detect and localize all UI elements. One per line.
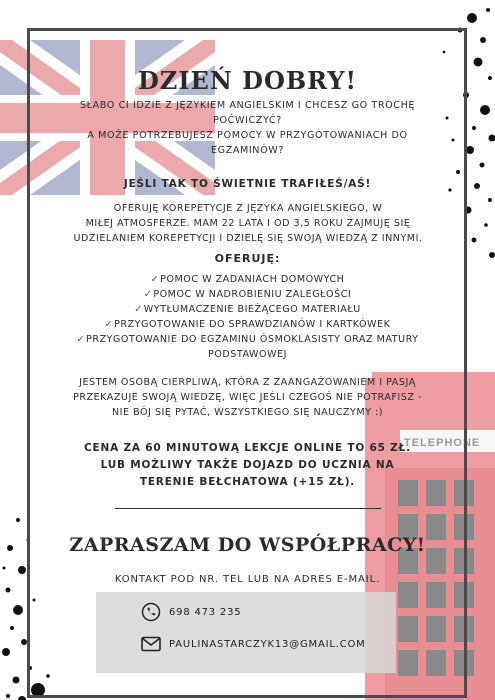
price-text [40,440,455,491]
list-item-text: POMOC W ZADANIACH DOMOWYCH [160,274,345,285]
intro-line: POĆWICZYĆ? [213,115,282,126]
check-icon: ✓ [134,304,143,315]
mail-icon [141,636,161,652]
intro-line: A MOŻE POTRZEBUJESZ POMOCY W PRZYGOTOWANIACH DO [87,130,408,141]
offer-text-line: UDZIELANIEM KOREPETYCJI I DZIELĘ SIĘ SWOJĄ WIEDZĄ Z INNYMI. [73,233,423,244]
check-icon: ✓ [143,289,153,300]
check-icon: ✓ [150,274,160,285]
offer-list [40,272,455,362]
intro-text [40,98,455,158]
divider [115,508,381,509]
list-item-continuation [40,347,455,362]
list-item [40,317,455,332]
about-text [40,375,455,420]
list-item [40,287,455,302]
price-line: LUB MOŻLIWY TAKŻE DOJAZD DO UCZNIA NA [100,459,395,471]
list-item-text: POMOC W NADROBIENIU ZALEGŁOŚCI [153,289,352,300]
price-line: CENA ZA 60 MINUTOWĄ LEKCJE ONLINE TO 65 ZŁ. [84,442,411,454]
list-item [40,302,455,317]
about-line: NIE BÓJ SIĘ PYTAĆ, WSZYSTKIEGO SIĘ NAUCZYMY :) [112,407,383,418]
intro-line: EGZAMINÓW? [210,145,285,156]
intro-line: SŁABO CI IDZIE Z JĘZYKIEM ANGIELSKIM I CHCESZ GO TROCHĘ [79,100,416,111]
cta-heading: ZAPRASZAM DO WSPÓŁPRACY! [69,534,426,556]
booth-sign-text: TELEPHONE [404,437,481,449]
contact-box [96,592,396,673]
phone-number[interactable]: 698 473 235 [169,606,242,618]
list-item-text: WYTŁUMACZENIE BIEŻĄCEGO MATERIAŁU [143,304,361,315]
email-address[interactable]: PAULINASTARCZYK13@GMAIL.COM [169,638,366,650]
price-line: TERENIE BEŁCHATOWA (+15 ZŁ). [139,476,356,488]
contact-line: KONTAKT POD NR. TEL LUB NA ADRES E-MAIL. [114,574,381,585]
list-item-text: PRZYGOTOWANIE DO EGZAMINU ÓSMOKLASISTY ORAZ MATURY [86,334,419,345]
about-line: PRZEKAZUJE SWOJĄ WIEDZĘ, WIĘC JEŚLI CZEGOŚ NIE POTRAFISZ - [73,392,422,403]
list-item-text: PRZYGOTOWANIE DO SPRAWDZIANÓW I KARTKÓWEK [114,319,391,330]
check-icon: ✓ [104,319,114,330]
list-item [40,332,455,347]
phone-row[interactable] [141,602,241,622]
phone-icon [141,602,161,622]
offer-heading: OFERUJĘ: [214,252,281,265]
yes-line: JEŚLI TAK TO ŚWIETNIE TRAFIŁEŚ/AŚ! [123,178,372,190]
list-item-text: PODSTAWOWEJ [208,349,287,360]
list-item [40,272,455,287]
email-row[interactable] [141,636,366,652]
check-icon: ✓ [76,334,86,345]
offer-text-line: MIŁEJ ATMOSFERZE. MAM 22 LATA I OD 3,5 ROKU ZAJMUJĘ SIĘ [85,218,411,229]
offer-text [38,201,458,246]
offer-text-line: OFERUJĘ KOREPETYCJE Z JĘZYKA ANGIELSKIEGO, W [113,203,383,214]
about-line: JESTEM OSOBĄ CIERPLIWĄ, KTÓRA Z ZAANGAŻOWANIEM I PASJĄ [79,377,416,388]
page-title: DZIEŃ DOBRY! [137,66,358,95]
